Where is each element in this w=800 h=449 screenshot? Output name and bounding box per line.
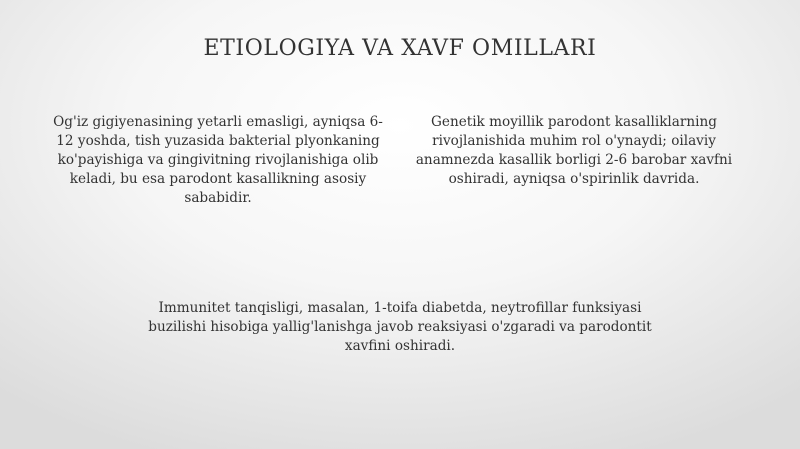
slide-title: ETIOLOGIYA VA XAVF OMILLARI bbox=[203, 36, 597, 61]
text-block-genetics: Genetik moyillik parodont kasalliklarning rivojlanishida muhim rol o'ynaydi; oilaviy anamnezda kasallik borligi 2-6 barobar xavfni oshiradi, ayniqsa o'spirinlik davrida. bbox=[415, 114, 733, 187]
text-block-hygiene: Og'iz gigiyenasining yetarli emasligi, ayniqsa 6-12 yoshda, tish yuzasida bakterial plyonkaning ko'payishiga va gingivitning rivojlanishiga olib keladi, bu esa parodont kasallikning asosiy sababidir. bbox=[53, 114, 383, 206]
text-block-immunity: Immunitet tanqisligi, masalan, 1-toifa diabetda, neytrofillar funksiyasi buzilishi hisobiga yallig'lanishga javob reaksiyasi o'zgaradi va parodontit xavfini oshiradi. bbox=[148, 300, 652, 354]
